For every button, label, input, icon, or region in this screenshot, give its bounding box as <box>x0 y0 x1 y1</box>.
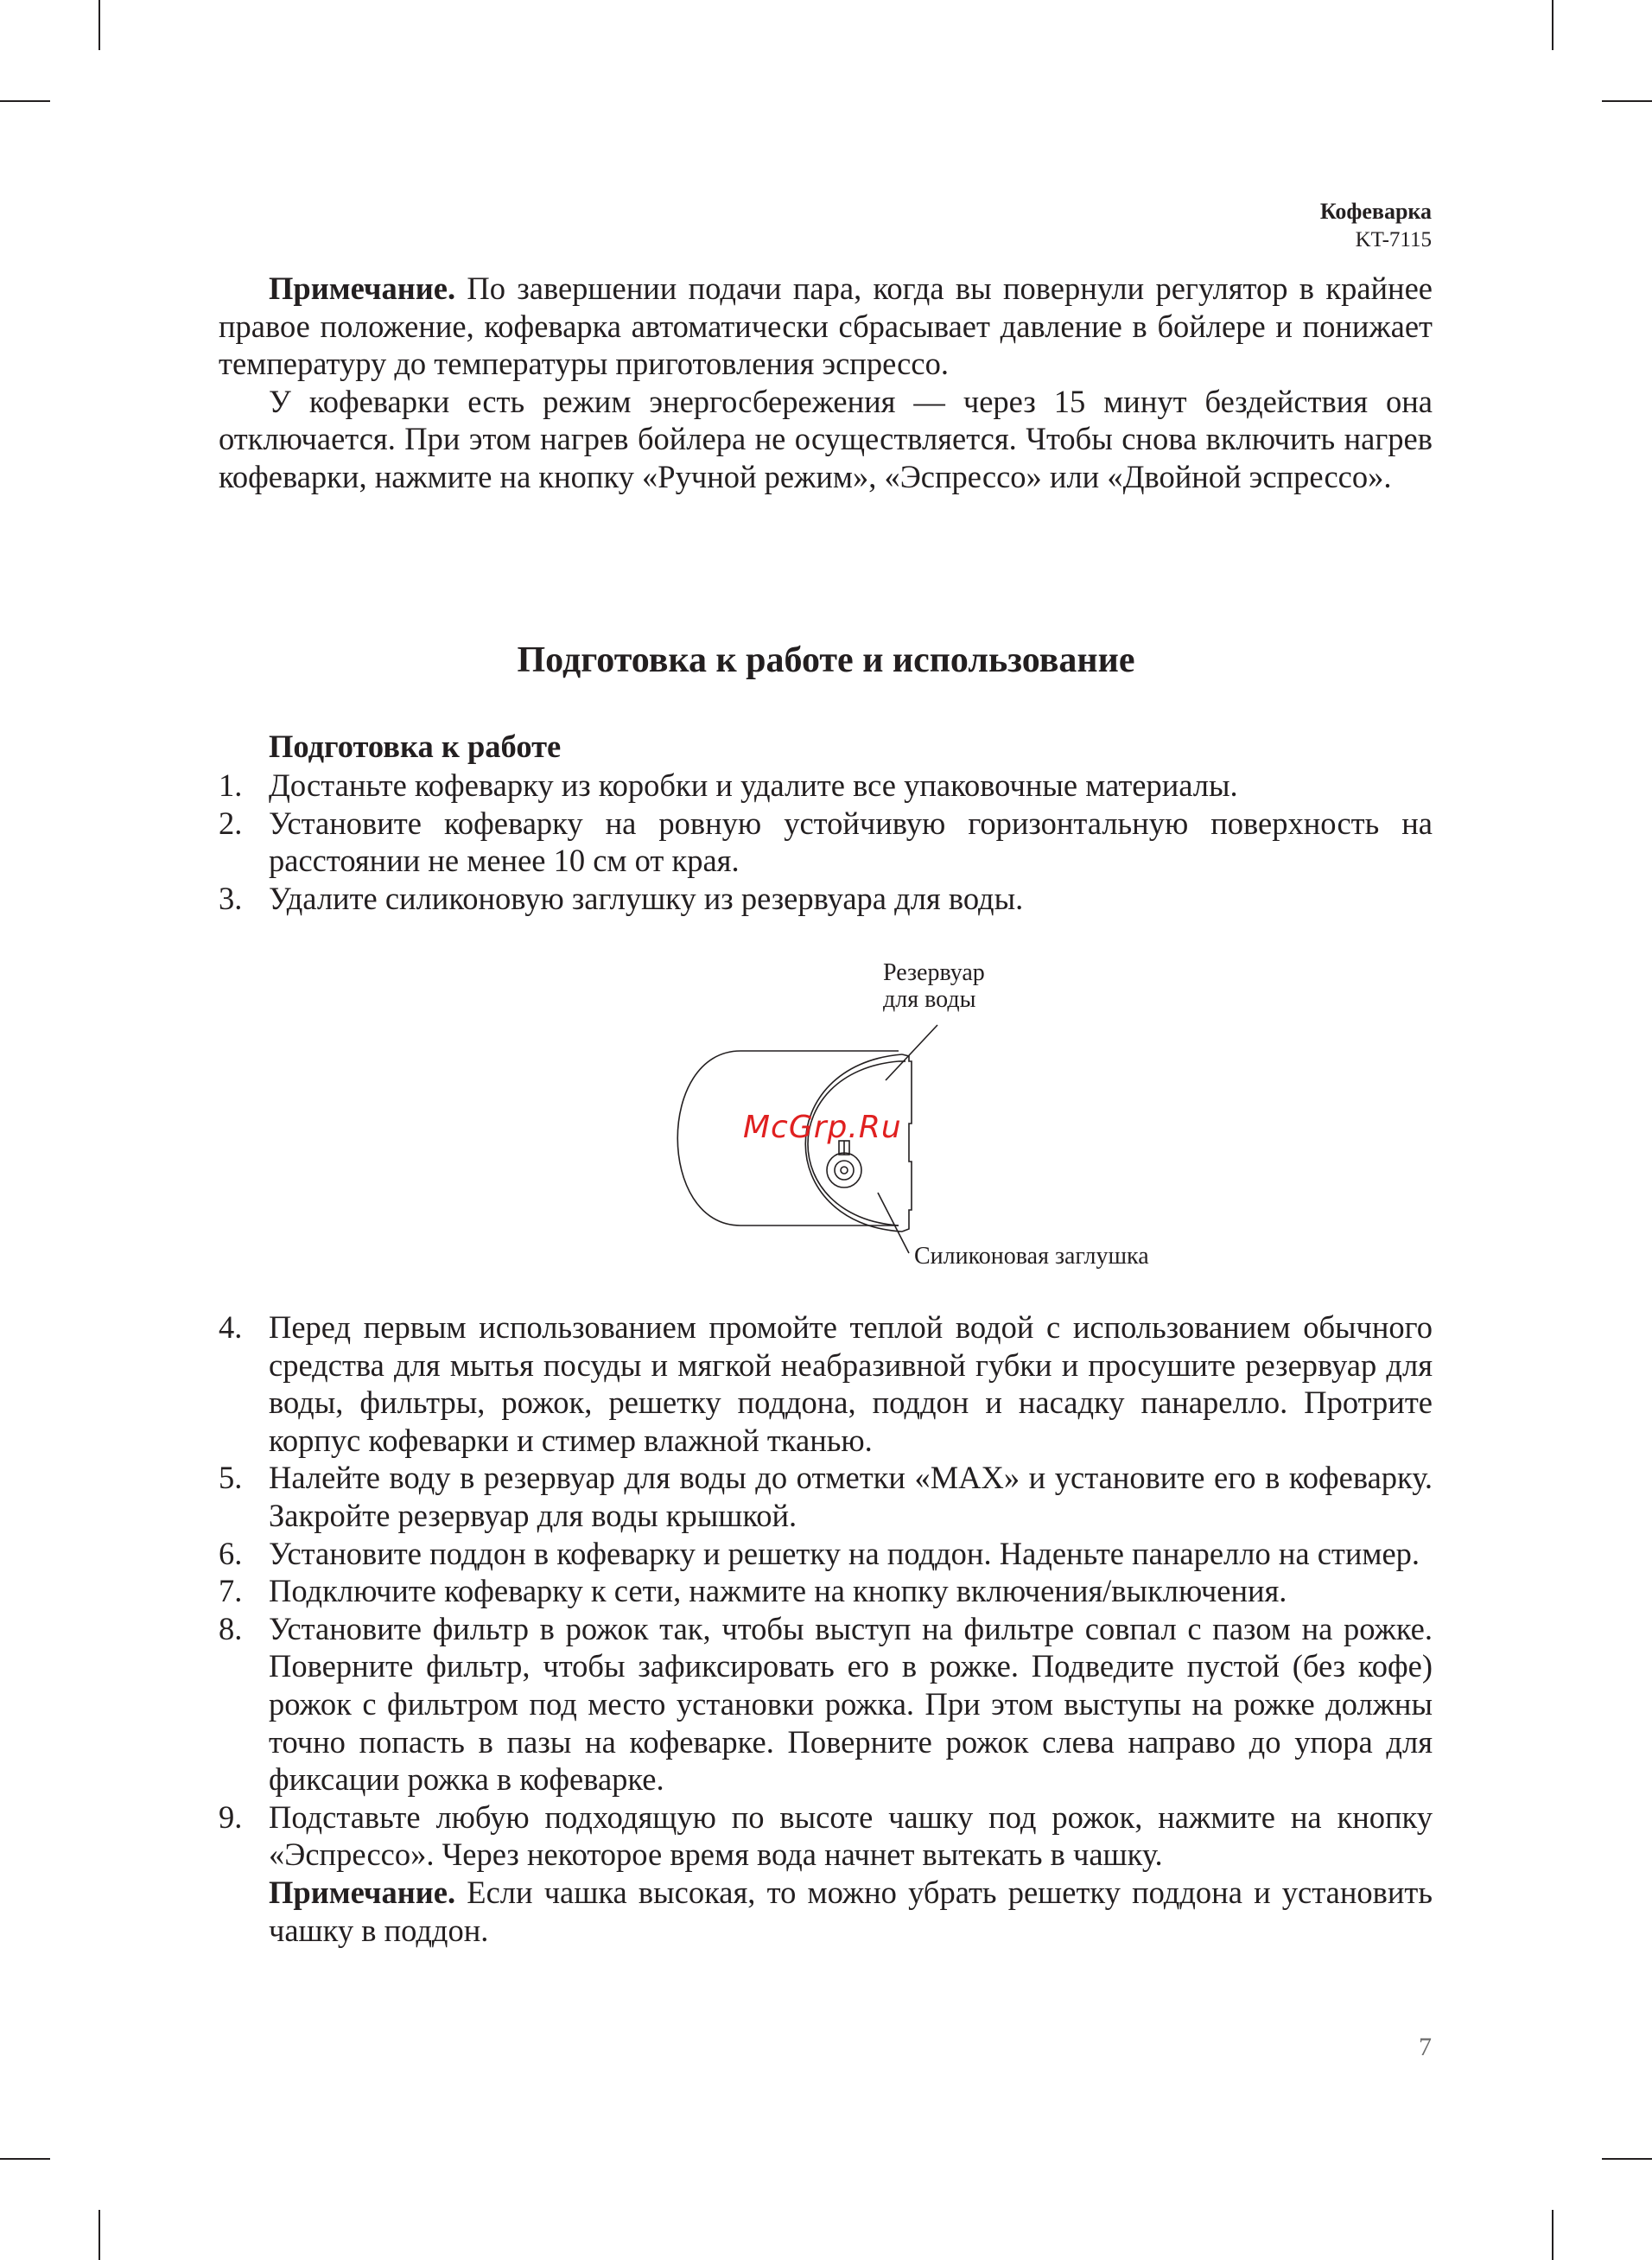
step-text: Удалите силиконовую заглушку из резервуара для воды. <box>269 880 1024 916</box>
intro-block <box>219 270 1433 496</box>
crop-mark <box>98 0 100 50</box>
label-reservoir-line1: Резервуар <box>883 959 985 986</box>
crop-mark <box>1602 2158 1652 2160</box>
list-item <box>219 880 1433 918</box>
crop-mark <box>0 2158 50 2160</box>
list-item <box>219 767 1433 805</box>
note-label: Примечание. <box>269 1874 456 1910</box>
list-item <box>219 1308 1433 1459</box>
step-text: Подключите кофеварку к сети, нажмите на кнопку включения/выключения. <box>269 1573 1287 1609</box>
step-number: 8. <box>219 1610 243 1646</box>
intro-note <box>219 270 1433 383</box>
step-number: 7. <box>219 1573 243 1609</box>
step-text: Перед первым использованием промойте теплой водой с использованием обычного средства для мытья посуды и мягкой неабразивной губки и просушите резервуар для воды, фильтры, рожок, решетку поддона, поддон и насадку панарелло. Протрите корпус кофеварки и стимер влажной тканью. <box>269 1309 1433 1458</box>
note-text: Если чашка высокая, то можно убрать решетку поддона и установить чашку в поддон. <box>269 1874 1433 1948</box>
crop-mark <box>1552 2210 1554 2260</box>
note-label: Примечание. <box>269 271 456 306</box>
header-model: KT-7115 <box>1355 227 1432 251</box>
steps-list-first <box>219 767 1433 917</box>
note-text: По завершении подачи пара, когда вы повернули регулятор в крайнее правое положение, кофеварка автоматически сбрасывает давление в бойлере и понижает температуру до температуры приготовления эспрессо. <box>219 271 1433 382</box>
crop-mark <box>1602 100 1652 102</box>
header-title: Кофеварка <box>1319 199 1432 224</box>
step-text: Установите поддон в кофеварку и решетку на поддон. Наденьте панарелло на стимер. <box>269 1535 1420 1571</box>
label-silicone-plug: Силиконовая заглушка <box>914 1243 1149 1270</box>
label-reservoir-line2: для воды <box>883 986 976 1013</box>
list-item <box>219 805 1433 880</box>
step-number: 2. <box>219 805 243 841</box>
step-text: Налейте воду в резервуар для воды до отметки «MAX» и установите его в кофеварку. Закройте резервуар для воды крышкой. <box>269 1460 1433 1533</box>
step-text: Достаньте кофеварку из коробки и удалите все упаковочные материалы. <box>269 767 1238 803</box>
step-number: 1. <box>219 767 243 803</box>
list-item <box>219 1459 1433 1534</box>
list-item <box>219 1572 1433 1610</box>
section-subtitle: Подготовка к работе <box>269 729 562 764</box>
step-number: 6. <box>219 1535 243 1571</box>
watermark: McGrp.Ru <box>743 1110 902 1145</box>
step-text: Установите кофеварку на ровную устойчивую горизонтальную поверхность на расстоянии не менее 10 см от края. <box>269 805 1433 879</box>
step-number: 5. <box>219 1460 243 1496</box>
step-text: Подставьте любую подходящую по высоте чашку под рожок, нажмите на кнопку «Эспрессо». Через некоторое время вода начнет вытекать в чашку. <box>269 1798 1433 1873</box>
section-title: Подготовка к работе и использование <box>517 640 1135 680</box>
step-text: Установите фильтр в рожок так, чтобы выступ на фильтре совпал с пазом на рожке. Поверните фильтр, чтобы зафиксировать его в рожке. Подведите пустой (без кофе) рожок с фильтром под место установки рожка. При этом выступы на рожке должны точно попасть в пазы на кофеварке. Поверните рожок слева направо до упора для фиксации рожка в кофеварке. <box>269 1610 1433 1798</box>
page-number: 7 <box>1419 2033 1432 2061</box>
list-item <box>219 1798 1433 1949</box>
step-number: 3. <box>219 880 243 916</box>
running-header <box>1320 198 1432 253</box>
energy-paragraph: У кофеварки есть режим энергосбережения — через 15 минут бездействия она отключается. При этом нагрев бойлера не осуществляется. Чтобы снова включить нагрев кофеварки, нажмите на кнопку «Ручной режим», «Эспрессо» или «Двойной эспрессо». <box>219 383 1433 494</box>
step-number: 4. <box>219 1309 243 1345</box>
list-item <box>219 1535 1433 1573</box>
step-number: 9. <box>219 1798 243 1835</box>
crop-mark <box>1552 0 1554 50</box>
crop-mark <box>0 100 50 102</box>
list-item <box>219 1610 1433 1798</box>
step-note <box>269 1874 1433 1949</box>
reservoir-figure <box>639 951 1201 1279</box>
crop-mark <box>98 2210 100 2260</box>
label-reservoir <box>883 959 985 1013</box>
steps-list-second <box>219 1308 1433 1949</box>
